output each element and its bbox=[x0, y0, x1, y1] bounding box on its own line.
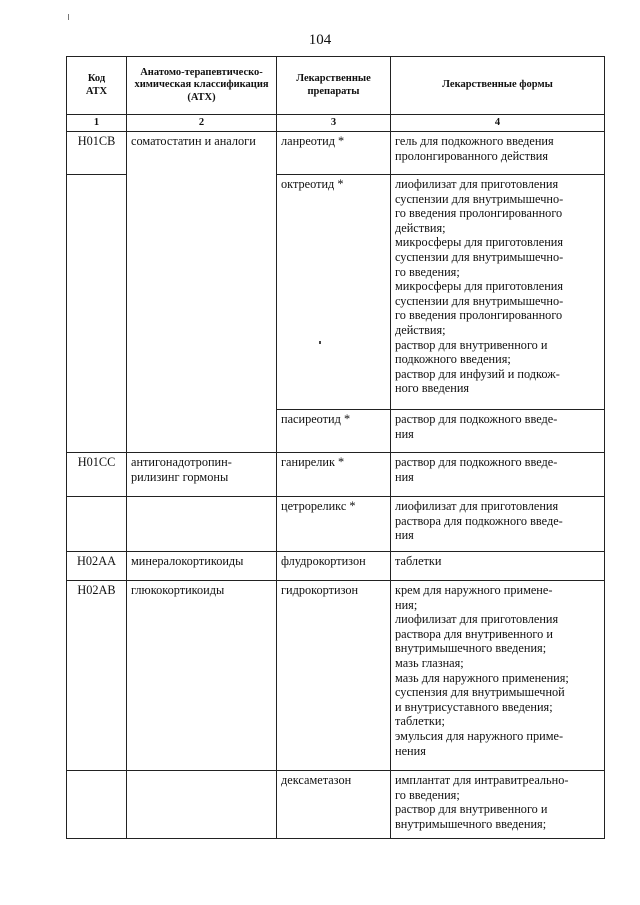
column-number: 2 bbox=[127, 115, 277, 132]
dosage-forms: лиофилизат для приготовления суспензии для внутримышечно- го введения пролонгированного действия; микросферы для приготовления суспензии для внутримышечно- го введения; микросферы для приготовления суспензии для внутримышечно- го введения пролонгированного действия; раствор для внутривенного и подкожного введения; раствор для инфузий и подкож- ного введения bbox=[391, 175, 605, 410]
atc-code: H01CC bbox=[67, 453, 127, 497]
atc-code bbox=[67, 771, 127, 839]
drug-name: цетрореликс * bbox=[277, 497, 391, 552]
dosage-forms: лиофилизат для приготовления раствора для подкожного введе- ния bbox=[391, 497, 605, 552]
atc-classification: соматостатин и аналоги bbox=[127, 132, 277, 453]
column-number: 1 bbox=[67, 115, 127, 132]
drug-name: ланреотид * bbox=[277, 132, 391, 175]
dosage-forms: раствор для подкожного введе- ния bbox=[391, 410, 605, 453]
column-number: 4 bbox=[391, 115, 605, 132]
drug-name: октреотид * bbox=[277, 175, 391, 410]
atc-classification: глюкокортикоиды bbox=[127, 581, 277, 771]
atc-classification: антигонадотропин- рилизинг гормоны bbox=[127, 453, 277, 497]
column-number-row bbox=[67, 115, 605, 132]
page-number: 104 bbox=[308, 32, 332, 48]
header-forms: Лекарственные формы bbox=[391, 57, 605, 115]
atc-code bbox=[67, 175, 127, 453]
atc-code: H02AA bbox=[67, 552, 127, 581]
table-row bbox=[67, 552, 605, 581]
atc-code: H02AB bbox=[67, 581, 127, 771]
drug-name: дексаметазон bbox=[277, 771, 391, 839]
header-drugs: Лекарственные препараты bbox=[277, 57, 391, 115]
header-row bbox=[67, 57, 605, 115]
table-row bbox=[67, 771, 605, 839]
table-row bbox=[67, 497, 605, 552]
drug-name: флудрокортизон bbox=[277, 552, 391, 581]
dosage-forms: раствор для подкожного введе- ния bbox=[391, 453, 605, 497]
atc-code bbox=[67, 497, 127, 552]
atc-classification: минералокортикоиды bbox=[127, 552, 277, 581]
table-row bbox=[67, 132, 605, 175]
drug-name: гидрокортизон bbox=[277, 581, 391, 771]
atc-classification bbox=[127, 497, 277, 552]
dosage-forms: таблетки bbox=[391, 552, 605, 581]
header-classification: Анатомо-терапевтическо- химическая классификация (АТХ) bbox=[127, 57, 277, 115]
drug-name: пасиреотид * bbox=[277, 410, 391, 453]
scan-mark bbox=[68, 14, 69, 20]
dosage-forms: крем для наружного примене- ния; лиофилизат для приготовления раствора для внутривенного и внутримышечного введения; мазь глазная; мазь для наружного применения; суспензия для внутримышечной и внутрисуставного введения; таблетки; эмульсия для наружного приме- нения bbox=[391, 581, 605, 771]
header-code: Код АТХ bbox=[67, 57, 127, 115]
dosage-forms: гель для подкожного введения пролонгированного действия bbox=[391, 132, 605, 175]
table-row bbox=[67, 453, 605, 497]
drug-name: ганирелик * bbox=[277, 453, 391, 497]
atc-code: H01CB bbox=[67, 132, 127, 175]
column-number: 3 bbox=[277, 115, 391, 132]
drug-table bbox=[66, 56, 605, 839]
atc-classification bbox=[127, 771, 277, 839]
dosage-forms: имплантат для интравитреально- го введения; раствор для внутривенного и внутримышечного введения; bbox=[391, 771, 605, 839]
table-row bbox=[67, 581, 605, 771]
